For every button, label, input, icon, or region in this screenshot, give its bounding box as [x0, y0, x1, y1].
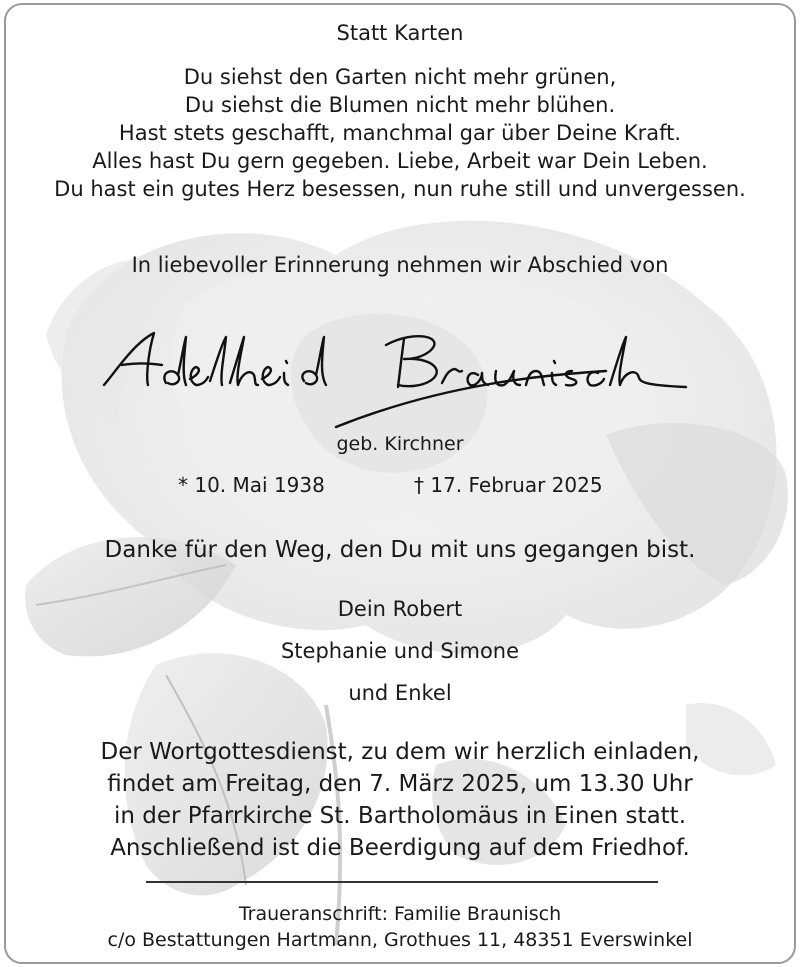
family-line-3: und Enkel: [348, 681, 452, 705]
service-line-3: in der Pfarrkirche St. Bartholomäus in Einen statt.: [113, 803, 687, 829]
service-line-1: Der Wortgottesdienst, zu dem wir herzlich einladen,: [100, 739, 700, 765]
intro-text: In liebevoller Erinnerung nehmen wir Abschied von: [131, 253, 669, 277]
birth-date: * 10. Mai 1938: [178, 473, 325, 497]
header-title: Statt Karten: [336, 21, 464, 45]
family-line-1: Dein Robert: [337, 597, 463, 621]
death-date: † 17. Februar 2025: [414, 473, 603, 497]
thanks-text: Danke für den Weg, den Du mit uns gegangen bist.: [104, 537, 696, 563]
poem-line-1: Du siehst den Garten nicht mehr grünen,: [183, 65, 617, 89]
poem-line-3: Hast stets geschafft, manchmal gar über Deine Kraft.: [118, 121, 682, 145]
obituary-card: [4, 3, 796, 964]
service-line-2: findet am Freitag, den 7. März 2025, um 13.30 Uhr: [107, 771, 693, 797]
maiden-name: geb. Kirchner: [336, 433, 464, 455]
family-line-2: Stephanie und Simone: [280, 639, 520, 663]
divider-line: [146, 881, 658, 883]
obituary-text: [6, 5, 794, 962]
deceased-name-signature: [86, 323, 726, 433]
address-line-1: Traueranschrift: Familie Braunisch: [238, 903, 562, 925]
poem-line-5: Du hast ein gutes Herz besessen, nun ruhe still und unvergessen.: [54, 177, 746, 201]
address-line-2: c/o Bestattungen Hartmann, Grothues 11, 48351 Everswinkel: [107, 929, 693, 951]
poem-line-4: Alles hast Du gern gegeben. Liebe, Arbeit war Dein Leben.: [92, 149, 708, 173]
service-line-4: Anschließend ist die Beerdigung auf dem Friedhof.: [110, 835, 690, 861]
poem-line-2: Du siehst die Blumen nicht mehr blühen.: [184, 93, 616, 117]
